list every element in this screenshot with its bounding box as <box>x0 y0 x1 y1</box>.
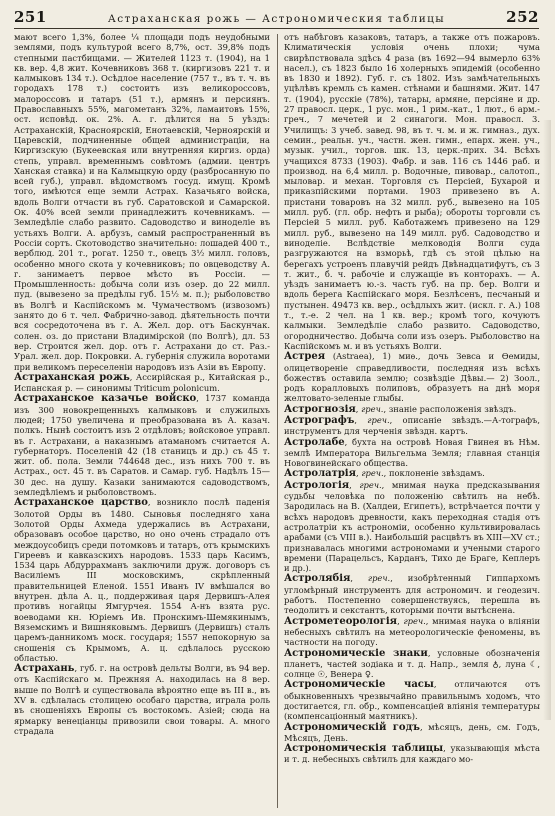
continued-text <box>284 32 540 351</box>
dictionary-entry: Астрогнозія, греч., знаніе расположенія звѣздъ. <box>284 403 517 415</box>
entry-etymology: греч. <box>359 479 382 490</box>
entry-headword: Астрономическій годъ <box>284 721 420 733</box>
entry-headword: Астролатрія <box>284 468 356 480</box>
entry-etymology: греч. <box>361 468 384 479</box>
entry-headword: Астраханская рожь <box>14 371 130 383</box>
entry-body: , условные обозначенія планетъ, частей зодіака и т. д. Напр., земля ♁, луна ☾, солнце ☉, Венера ♀. <box>284 647 540 680</box>
dictionary-entry: Астролябія, греч., изобрѣтенный Гиппархомъ угломѣрный инструментъ для астрономич. и геодезич. работъ. Постепенно совершенствуясь, перешла въ теодолитъ и секстантъ, которыми почти вытѣснена. <box>284 573 540 616</box>
dictionary-entry <box>14 393 270 497</box>
entry-body: , возникло послѣ паденія Золотой Орды въ 1480. Сыновья последняго хана Золотой Орды Ахмеда удержались въ Астрахани, образовавъ особое царство, но оно очень страдало отъ междоусобицъ среди потомковъ и татаръ, отъ крымскихъ Гиреевъ и кавказскихъ народовъ. 1533 царь Касимъ, 1534 царь Абдуррахманъ заключили друж. договоръ съ Василіемъ III московскимъ, скрѣпленный правительницей Еленой. 1551 Иванъ IV вмѣшался во внутрен. дѣла А. ц., поддерживая царя Дервишъ-Алея противъ ногайцы Ямгурчея. 1554 А-нъ взята рус. воеводами кн. Юріемъ Ив. Пронскимъ-Шемякинымъ, Вяземскимъ и Вишняковымъ. Дервишъ (Дервишъ) сталъ царемъ-данникомъ моск. государя; 1557 непокорную за сношенія съ Крымомъ, А. ц. сдѣлалось русскою областью. <box>14 497 270 663</box>
entry-body: (Astraea), 1) миѳ., дочь Зевса и Ѳемиды, олицетвореніе справедливости, последняя изъ всѣхъ божествъ оставила землю; созвѣздіе Дѣвы.— 2) Зоол., родъ коралловыхъ полиповъ, образуетъ на днѣ моря желтовато-зеленые глыбы. <box>284 351 540 404</box>
entry-etymology: греч. <box>367 414 390 425</box>
page-header <box>14 8 539 29</box>
entry-headword: Астрономическіе часы <box>284 679 434 691</box>
entry-etymology: греч. <box>361 403 384 414</box>
entry-headword: Астраханское царство <box>14 497 148 509</box>
entry-headword: Астрогнозія <box>284 403 356 415</box>
left-text-column <box>14 32 270 810</box>
entry-body: , отличаются отъ обыкновенныхъ чрезвычайно правильнымъ ходомъ, что достигается, гл. обр., компенсаціей вліянія температуры (компенсаціонный маятникъ). <box>284 679 540 722</box>
right-page-number: 252 <box>506 8 539 26</box>
entry-headword: Астрея <box>284 351 326 363</box>
entry-body: , знаніе расположенія звѣздъ. <box>383 403 517 414</box>
entry-etymology: греч. <box>367 573 391 584</box>
entry-body: , изобрѣтенный Гиппархомъ угломѣрный инструментъ для астрономич. и геодезич. работъ. Постепенно совершенствуясь, перешла въ теодолитъ и секстантъ, которыми почти вытѣснена. <box>284 573 540 616</box>
entry-body: , мнимая наука о вліяніи небесныхъ свѣтилъ на метеорологическіе феномены, въ частности на погоду. <box>284 615 540 648</box>
entry-headword: Астрономическіе знаки <box>284 647 428 659</box>
entry-body: , поклоненіе звѣздамъ. <box>383 468 485 479</box>
left-page-number: 251 <box>14 8 47 26</box>
entry-body: , мѣсяцъ, день, см. Годъ, Мѣсяцъ, День. <box>284 721 540 743</box>
running-title: Астраханская рожь — Астрономическия таблицы <box>107 13 446 25</box>
continued-text <box>14 32 270 372</box>
entry-body: , мнимая наука предсказывания судьбы человѣка по положенію свѣтилъ на небѣ. Зародилась на В. (Халдеи, Египетъ), встрѣчается почти у всѣхъ народовъ древности, какъ переходная стадія отъ астролатріи къ астрономіи, особенно культивировалась арабами (съ VIII в.). Наибольшій расцвѣтъ въ XIII—XV ст.; признавалась многими астрономами и учеными старого времени (Парацельсъ, Карданъ, Тихо де Браге, Кеплеръ и др.). <box>284 479 540 574</box>
dictionary-entry <box>284 648 540 680</box>
entry-headword: Астрахань <box>14 663 75 675</box>
entry-headword: Астраханское казачье войско <box>14 393 197 405</box>
entry-headword: Астролябія <box>284 573 351 585</box>
entry-headword: Астрономическія таблицы <box>284 743 444 755</box>
dictionary-entry: Астролатрія, греч., поклоненіе звѣздамъ. <box>284 468 485 480</box>
entry-body: , описаніе звѣздъ.—А-тографъ, инструментъ для черченія звѣздн. картъ. <box>284 414 540 437</box>
entry-body: отъ набѣговъ казаковъ, татаръ, а также отъ пожаровъ. Климатическія условія очень плохи; чума свирѣпствовала здѣсь 4 раза (въ 1692—94 вымерло 63% насел.), съ 1823 было 16 холерныхъ эпидемій (особенно въ 1830 и 1892). Губ. г. съ 1802. Изъ замѣчательныхъ уцѣлѣвъ кремль съ камен. стѣнами и башнями. Жит. 147 т. (1904), русскіе (78%), татары, армяне, персіяне и др. 27 правосл. церк., 1 рус. мон., 1 рим.-кат., 1 лют., 6 арм.-греч., 7 мечетей и 2 синагоги. Мон. правосл. 3. Училищъ: 3 учеб. завед. 98, въ т. ч. м. и ж. гимназ., дух. семин., реальн. уч., частн. жен. гимн., епарх. жен. уч., музык. учил., торгов. шк. 13, церк.-прих. 34. Всѣхъ учащихся 8733 (1903). Фабр. и зав. 116 съ 1446 раб. и производ. на 6,4 милл. р. Водочные, пивовар., салотоп., мыловар. и механ. Торговля съ Персіей, Бухарой и приказпійскими портами. 1903 привезено въ А. пристани товаровъ на 32 милл. руб., вывезено на 105 милл. руб. (гл. обр. нефть и рыба); обороты торговли съ Персіей 5 милл. руб. Каботажемъ привезено на 129 милл. руб., вывезено на 149 милл. руб. Садоводство и виноделіе. Вслѣдствіе мелководія Волги суда разгружаются на взморьѣ, гдѣ съ этой цѣлью на берегахъ устроенъ плавучій рейдъ Двѣнадцатифутъ, съ 3 т. жит., б. ч. рабочіе и служащіе въ конторахъ. — А. уѣздъ занимаетъ ю.-з. часть губ. на пр. бер. Волги и вдоль берега Каспійскаго моря. Безлѣсенъ, песчаный и пустынен. 49473 кв. вер., осѣдлыхъ жит. (искл. г. А.) 108 т., т.-е. 2 чел. на 1 кв. вер.; кромѣ того, кочуютъ калмыки. Земледѣліе слабо развито. Садоводство, огородничество. Добыча соли изъ озеръ. Рыболовство на Каспійскомъ м. и въ устьяхъ Волги. <box>284 32 540 351</box>
entry-headword: Астрографъ <box>284 414 355 426</box>
entry-body: , указывающія мѣста и т. д. небесныхъ свѣтилъ для каждаго мо- <box>284 743 540 765</box>
page-edge-shadow <box>543 120 551 720</box>
entry-body: , 1737 команда изъ 300 новокрещенныхъ калмыковъ и служилыхъ людей; 1750 увеличена и преобразована въ А. казач. полкъ. Нынѣ состоитъ изъ 2 отдѣловъ; войсковое управл. въ г. Астрахани, а наказнымъ атаманомъ считается А. губернаторъ. Поселеній 42 (18 станицъ и др.) съ 45 т. жит. об. пола. Земли 744648 дес., изъ нихъ 700 т. въ Астрах., ост. 45 т. въ Саратов. и Самар. губ. Надѣлъ 15—30 дес. на душу. Казаки занимаются садоводствомъ, земледѣліемъ и рыболовствомъ. <box>14 393 270 498</box>
dictionary-entry <box>14 372 270 394</box>
entry-body: , Ассирійская р., Китайская р., Испанская р. — синонимы Triticum polonicum. <box>14 371 270 394</box>
entry-body: , бухта на островѣ Новая Гвинея въ Нѣм. землѣ Императора Вильгельма Земля; главная станція Новогвинейскаго общества. <box>284 436 540 469</box>
entry-headword: Астрометеорологія <box>284 615 398 627</box>
right-text-column <box>284 32 540 810</box>
dictionary-entry: Астрографъ, греч., описаніе звѣздъ.—А-тографъ, инструментъ для черченія звѣздн. картъ. <box>284 414 540 437</box>
entry-body: мают всего 1,3%, более ¼ площади подъ неудобными землями, подъ культурой всего 8,7%, ост. 39,8% подъ степными пастбищами. — Жителей 1123 т. (1904), на 1 кв. вер. 4,8 жит. Кочевниковъ 368 т. (киргизовъ 221 т. и калмыковъ 134 т.). Осѣдлое население (757 т., въ т. ч. въ городахъ 178 т.) состоитъ изъ великороссовъ, малороссовъ и татаръ (51 т.), армянъ и персиянъ. Православныхъ 55%, магометанъ 32%, ламаитовъ 15%, ост. исповѣд. ок. 2%. А. г. дѣлится на 5 уѣздъ: Астраханскій, Красноярскій, Енотаевскій, Черноярскій и Царевскій, подчиненные общей администраціи, на Киргизскую (Букеевская или внутренняя киргиз. орда) степь, управл. временнымъ совѣтомъ (адмии. центръ Ханская ставка) и на Калмыцкую орду (разбросанную по всей губ.), управл. вѣдомствомъ госуд. имущ. Кромѣ того, имѣются еще земли Астрах. Казачьяго войска, вдоль Волги отчасти въ губ. Саратовской и Самарской. Ок. 40% всей земли принадлежитъ кочевникамъ. — Земледѣліе слабо развито. Садоводство и виноделіе въ устьяхъ Волги. А. арбузъ, самый распространенный въ Россіи сортъ. Скотоводство значительно: лошадей 400 т., верблюд. 201 т., рогат. 1250 т., овецъ 3½ милл. головъ, особенно много скота у кочевниковъ; по овцеводству А. г. занимаетъ первое мѣсто въ Россіи. — Промышленность: добыча соли изъ озер. до 22 милл. пуд. (вывезено за предѣлы губ. 15½ м. п.); рыболовство въ Волгѣ и Каспійскомъ м. Чумачествомъ (извозомъ) занято до 6 т. чел. Фабрично-завод. дѣятельность почти вся сосредоточена въ г. А. Жел. дор. отъ Баскунчак. солен. оз. до пристани Владимірской (по Волгѣ), дл. 53 вер. Строится жел. дор. отъ г. Астрахани до ст. Раз.-Урал. жел. дор. Покровки. А. губернія служила воротами при великомъ переселеніи народовъ изъ Азіи въ Европу. <box>14 32 270 372</box>
entry-body: , губ. г. на островѣ дельты Волги, въ 94 вер. отъ Каспійскаго м. Прежняя А. находилась на 8 вер. выше по Волгѣ и существовала вѣроятно еще въ III в., въ XV в. сдѣлалась столицею особаго царства, играла роль въ сношеніяхъ Европы съ востокомъ. Азіей; сюда на ярмарку венеціанцы привозили свои товары. А. много страдала <box>14 663 270 736</box>
dictionary-entry: Астрологія, греч., мнимая наука предсказывания судьбы человѣка по положенію свѣтилъ на небѣ. Зародилась на В. (Халдеи, Египетъ), встрѣчается почти у всѣхъ народовъ древности, какъ переходная стадія отъ астролатріи къ астрономіи, особенно культивировалась арабами (съ VIII в.). Наибольшій расцвѣтъ въ XIII—XV ст.; признавалась многими астрономами и учеными старого времени (Парацельсъ, Карданъ, Тихо де Браге, Кеплеръ и др.). <box>284 479 540 574</box>
dictionary-entry <box>284 743 540 765</box>
entry-etymology: греч. <box>403 615 426 626</box>
dictionary-entry <box>284 722 540 744</box>
entry-headword: Астролабе <box>284 436 345 448</box>
dictionary-entry <box>14 663 270 736</box>
entry-headword: Астрологія <box>284 479 350 491</box>
dictionary-entry: Астрометеорологія, греч., мнимая наука о вліяніи небесныхъ свѣтилъ на метеорологическіе феномены, въ частности на погоду. <box>284 615 540 648</box>
column-divider <box>277 34 278 808</box>
dictionary-entry <box>14 497 270 663</box>
dictionary-entry <box>284 437 540 469</box>
dictionary-entry <box>284 679 540 721</box>
dictionary-entry <box>284 351 540 403</box>
